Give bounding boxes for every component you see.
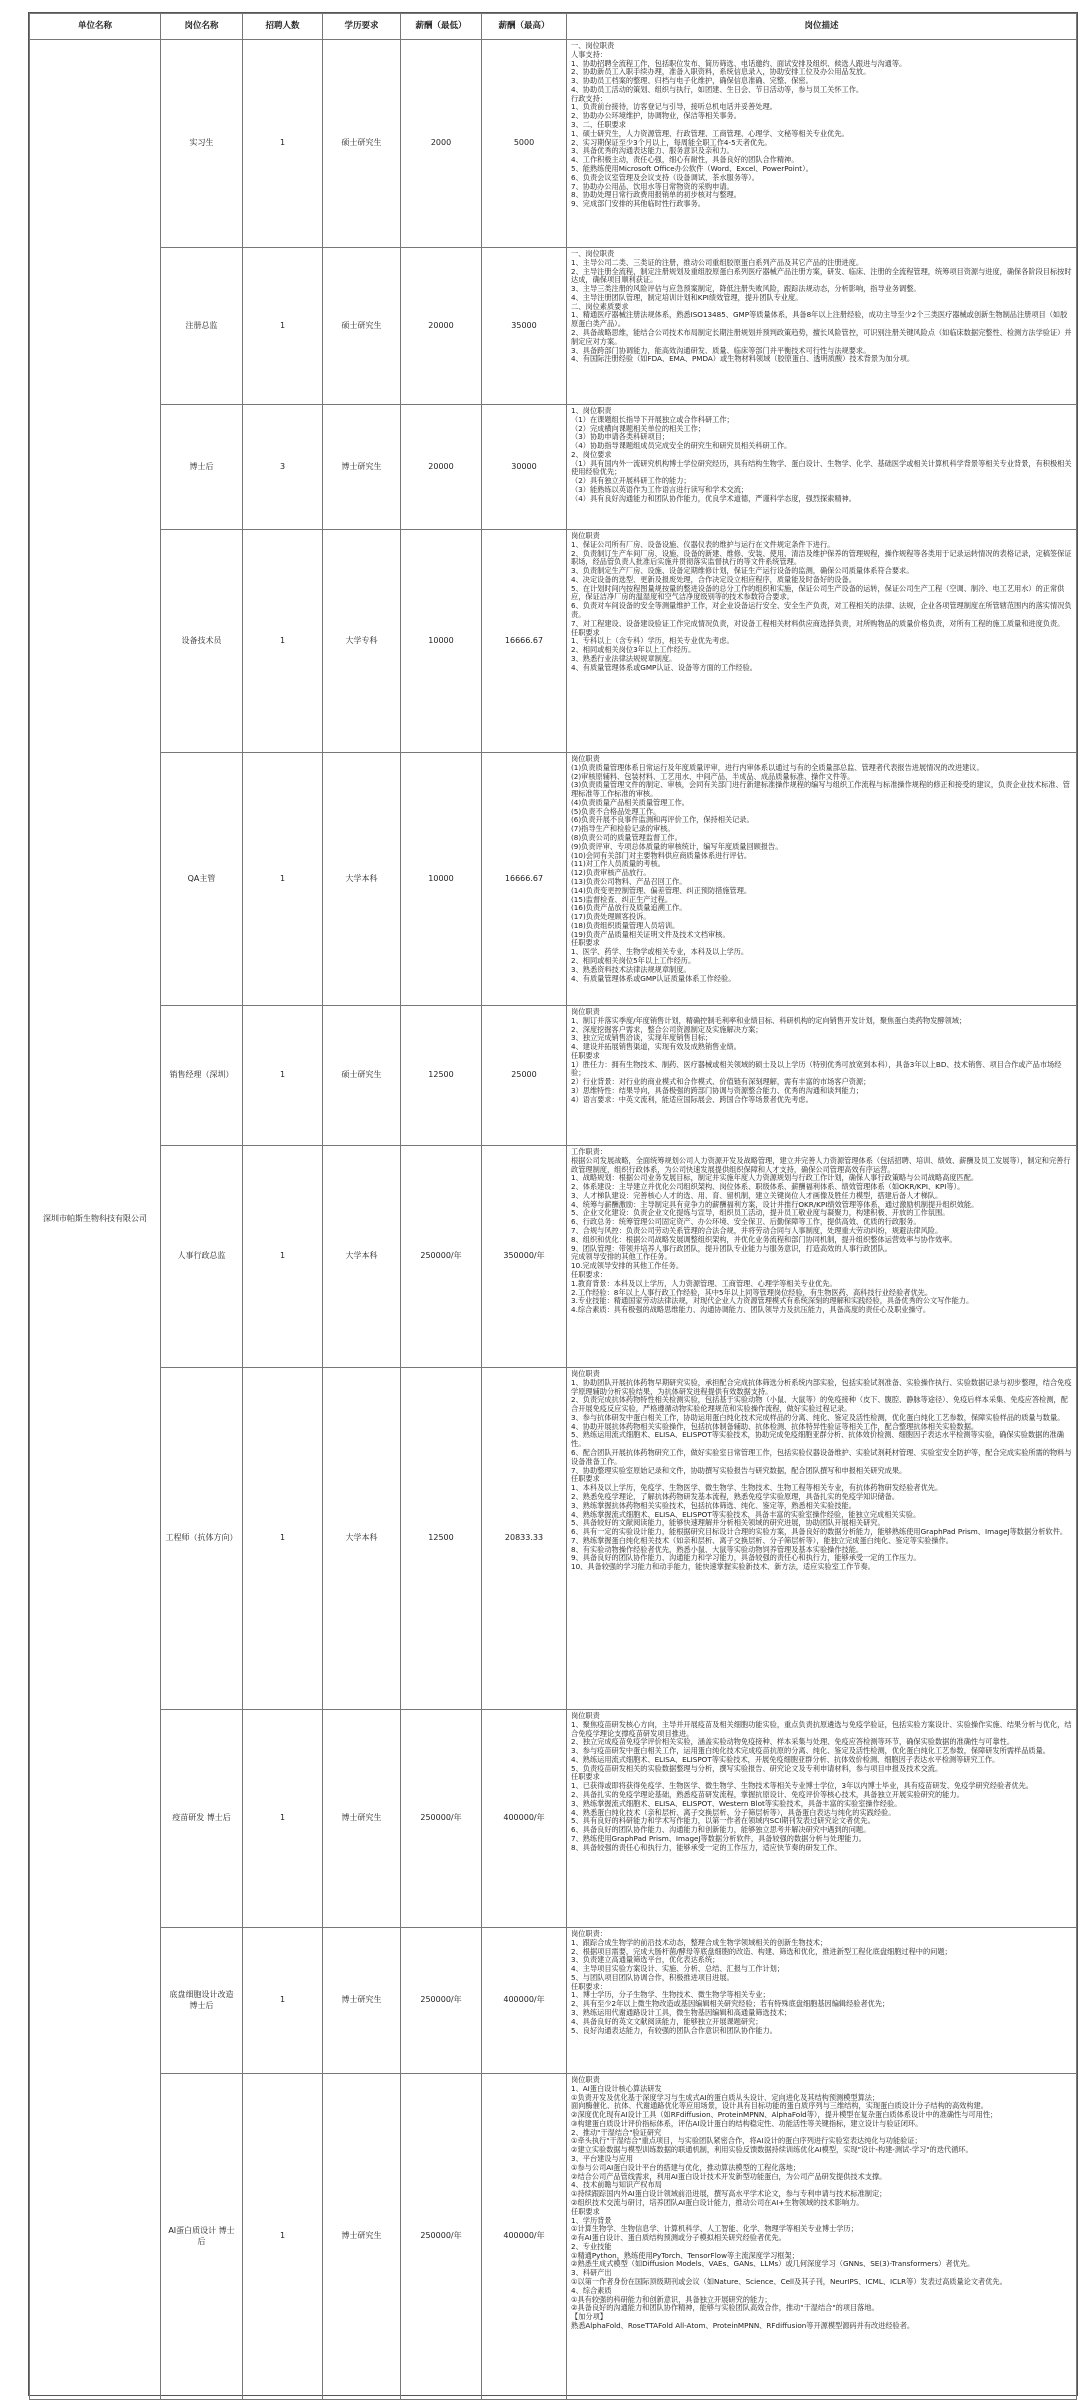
description-cell: 岗位职责 1、协助团队开展抗体药物早期研究实验，承担配合完成抗体筛选分析系统内部实验，包括实验试剂准备、实验操作执行、实验数据记录与初步整理，结合免疫学原理辅助分析实验结果，为抗体研发进程提供有效数据支持。 2、负责完成抗体药物特性相关检测实验，包括基于实验动物（小鼠、大鼠等）的免疫接种（皮下、腹腔、静脉等途径）、免疫后样本采集、免疫应答检测，配合开展免疫反应实验，严格遵循动物实验伦理规范和实验操作流程，做好实验过程记录。 3、参与抗体研发中蛋白相关工作，协助运用蛋白纯化技术完成样品的分离、纯化、鉴定及活性检测，优化蛋白纯化工艺参数，保障实验样品的质量与数量。 4、协助开展抗体药物相关实验操作，包括抗体制备辅助、抗体检测、抗体特异性验证等相关工作，配合整理抗体相关实验数据。 5、熟练运用流式细胞术、ELISA、ELISPOT等实验技术，协助完成免疫细胞亚群分析、抗体效价检测、细胞因子表达水平检测等实验，确保实验数据的准确性。 6、配合团队开展抗体药物研究工作，做好实验室日常管理工作，包括实验仪器设备维护、实验试剂耗材管理、实验室安全防护等，配合完成实验所需的物料与设备准备工作。 7、协助整理实验室原始记录和文件，协助撰写实验报告与研究数据，配合团队撰写和申报相关研究成果。 任职要求 1、本科及以上学历，免疫学、生物医学、微生物学、生物技术、生物工程等相关专业，有抗体药物研发经验者优先。 2、熟悉免疫学理论，了解抗体药物研发基本流程，熟悉免疫学实验原理，具备扎实的免疫学知识储备。 3、熟练掌握抗体药物相关实验技术，包括抗体筛选、纯化、鉴定等，熟悉相关实验技能。 4、熟练掌握流式细胞术、ELISA、ELISPOT等实验技术，具备丰富的实验室操作经验，能独立完成相关实验。 5、具备较好的文献阅读能力，能够快速理解并分析相关领域的研究进展，协助团队开展相关研究。 6、具有一定的实验设计能力，能根据研究目标设计合理的实验方案，具备良好的数据分析能力，能够熟练使用GraphPad Prism、ImageJ等数据分析软件。 7、熟练掌握蛋白纯化相关技术（如亲和层析、离子交换层析、分子筛层析等），能独立完成蛋白纯化、鉴定等实验操作。 8、有实验动物操作经验者优先，熟悉小鼠、大鼠等实验动物饲养管理及基本实验操作技能。 9、具备良好的团队协作能力、沟通能力和学习能力，具备较强的责任心和执行力，能够承受一定的工作压力。 10、具备较强的学习能力和动手能力，能快速掌握实验新技术、新方法，适应实验室工作节奏。 bbox=[567, 1368, 1077, 1710]
table-row bbox=[30, 2074, 1077, 2400]
education-cell: 博士研究生 bbox=[323, 1710, 401, 1928]
description-cell: 一、岗位职责 1、主导公司二类、三类证的注册，推动公司重组胶原蛋白系列产品及其它产品的注册进度。 2、主导注册全流程，制定注册规划及重组胶原蛋白系列医疗器械产品注册方案，研发、临床、注册的全流程管理，统筹项目资源与进度，确保各阶段目标按时达成，确保项目顺利获证。 3、主导三类注册的风险评估与应急预案制定，降低注册失败风险，跟踪法规动态，分析影响，指导业务调整。 4、主导注册团队管理，制定培训计划和KPI绩效管理，提升团队专业度。 二、岗位素质要求 1、精通医疗器械注册法规体系，熟悉ISO13485、GMP等质量体系，具备8年以上注册经验，成功主导至少2个三类医疗器械或创新生物制品注册项目（如胶原蛋白类产品）。 2、具备战略思维，能结合公司技术布局制定长期注册规划并预判政策趋势，擅长风险管控，可识别注册关键风险点（如临床数据完整性、检测方法学验证）并制定应对方案。 3、具备跨部门协调能力，能高效沟通研发、质量、临床等部门并平衡技术可行性与法规要求。 4、有国际注册经验（如FDA、EMA、PMDA）或生物材料领域（胶原蛋白、透明质酸）技术背景为加分项。 bbox=[567, 248, 1077, 405]
header-salary-min: 薪酬（最低） bbox=[401, 14, 482, 40]
description-cell: 岗位职责： 1、跟踪合成生物学的前沿技术动态，整理合成生物学领域相关的创新生物技术； 2、根据项目需要，完成大肠杆菌/酵母等底盘细胞的改造、构建、筛选和优化，推进新型工程化底盘细胞过程中的问题； 3、负责建立高通量筛选平台，优化表达系统； 4、主导项目实验方案设计、实施、分析、总结、汇报与工作计划； 5、与团队项目团队协调合作，积极推进项目进展。 任职要求： 1、博士学历，分子生物学、生物技术、微生物学等相关专业； 2、具有至少2年以上微生物改造或基因编辑相关研究经验；若有特殊底盘细胞基因编辑经验者优先； 3、熟练运用代谢通路设计工具，微生物基因编辑和高通量筛选技术； 4、具备良好的英文文献阅读能力，能够独立开展课题研究； 5、良好沟通表达能力，有较强的团队合作意识和团队协作能力。 bbox=[567, 1928, 1077, 2074]
header-education: 学历要求 bbox=[323, 14, 401, 40]
salary-max-cell: 25000 bbox=[482, 1006, 567, 1146]
salary-min-cell: 250000/年 bbox=[401, 2074, 482, 2400]
position-cell: 底盘细胞设计改造 博士后 bbox=[161, 1928, 243, 2074]
description-cell: 岗位职责 1、制订并落实季度/年度销售计划，精确控制毛利率和业绩目标、科研机构的定向销售开发计划，聚焦蛋白类药物发酵领域； 2、深度挖掘客户需求，整合公司资源制定及实施解决方案； 3、独立完成销售洽谈，实现年度销售目标； 4、建设并拓展销售渠道，实现有效及成熟销售业绩。 任职要求 1）胜任力：拥有生物技术、制药、医疗器械或相关领域的硕士及以上学历（特别优秀可放宽到本科），具备3年以上BD、技术销售、项目合作或产品市场经验； 2）行业背景：对行业的商业模式和合作模式、价值链有深刻理解，需有丰富的市场客户资源； 3）思维特性：结果导向，具备极强的跨部门协调与资源整合能力、优秀的沟通和谈判能力； 4）语言要求：中英文流利，能适应国际展会、跨国合作等场景者优先考虑。 bbox=[567, 1006, 1077, 1146]
headcount-cell: 1 bbox=[243, 248, 323, 405]
header-description: 岗位描述 bbox=[567, 14, 1077, 40]
headcount-cell: 1 bbox=[243, 2074, 323, 2400]
education-cell: 博士研究生 bbox=[323, 1928, 401, 2074]
salary-max-cell: 20833.33 bbox=[482, 1368, 567, 1710]
table-row bbox=[30, 1368, 1077, 1710]
salary-max-cell: 16666.67 bbox=[482, 753, 567, 1006]
position-cell: 实习生 bbox=[161, 40, 243, 248]
education-cell: 硕士研究生 bbox=[323, 40, 401, 248]
position-cell: QA主管 bbox=[161, 753, 243, 1006]
table-row bbox=[30, 248, 1077, 405]
salary-max-cell: 400000/年 bbox=[482, 1710, 567, 1928]
salary-min-cell: 250000/年 bbox=[401, 1710, 482, 1928]
education-cell: 博士研究生 bbox=[323, 2074, 401, 2400]
salary-max-cell: 350000/年 bbox=[482, 1146, 567, 1368]
salary-max-cell: 400000/年 bbox=[482, 2074, 567, 2400]
headcount-cell: 3 bbox=[243, 405, 323, 530]
salary-min-cell: 12500 bbox=[401, 1006, 482, 1146]
salary-max-cell: 5000 bbox=[482, 40, 567, 248]
salary-max-cell: 30000 bbox=[482, 405, 567, 530]
description-cell: 一、岗位职责 人事支持： 1、协助招聘全流程工作，包括职位发布、简历筛选、电话邀约、面试安排及组织、候选人跟进与沟通等。 2、协助新员工入职手续办理，准备入职资料，系统信息录入，协助安排工位及办公用品发放。 3、协助员工档案的整理、归档与电子化维护，确保信息准确、完整、保密。 4、协助员工活动的策划、组织与执行，如团建、生日会、节日活动等，参与员工关怀工作。 行政支持： 1、负责前台接待，访客登记与引导，接听总机电话并妥善处理。 2、协助办公环境维护，协调物业，保洁等相关事务。 3、二、任职要求 1、硕士研究生，人力资源管理、行政管理、工商管理、心理学、文秘等相关专业优先。 2、实习期保证至少3个月以上，每周能全职工作4-5天者优先。 3、具备优秀的沟通表达能力、服务意识及亲和力。 4、工作积极主动，责任心强，细心有耐性，具备良好的团队合作精神。 5、能熟练使用Microsoft Office办公软件（Word、Excel、PowerPoint）。 6、负责会议室管理及会议支持（设备调试、茶水服务等）。 7、协助办公用品、饮用水等日常物资的采购申请。 8、协助处理日常行政费用报销单的初步核对与整理。 9、完成部门安排的其他临时性行政事务。 bbox=[567, 40, 1077, 248]
header-company: 单位名称 bbox=[30, 14, 161, 40]
salary-min-cell: 20000 bbox=[401, 248, 482, 405]
table-row bbox=[30, 1006, 1077, 1146]
position-cell: 人事行政总监 bbox=[161, 1146, 243, 1368]
position-cell: 疫苗研发 博士后 bbox=[161, 1710, 243, 1928]
salary-min-cell: 12500 bbox=[401, 1368, 482, 1710]
description-cell: 岗位职责 (1)负责质量管理体系日常运行及年度质量评审，进行内审体系以通过与有的全质量部总监、管理者代表报告进展情况的改进建议。 (2)审核原辅料、包装材料、工艺用水、中间产品、半成品、成品质量标准、操作文件等。 (3)负责质量管理文件的制定、审核，会同有关部门进行新建标准操作规程的编写与组织工作流程与标准操作规程的修正和接受的建议，负责企业技术标准、管理标准等工作标准的审核。 (4)负责质量产品相关质量管理工作。 (5)负责不合格品处理工作。 (6)负责开展不良事件监测和再评价工作，保持相关记录。 (7)指导生产和检验记录的审核。 (8)负责公司的质量管理监督工作。 (9)负责评审、专项总体质量的审核统计，编写年度质量回顾报告。 (10)会同有关部门对主要物料供应商质量体系进行评估。 (11)对工作人员质量的考核。 (12)负责审核产品放行。 (13)负责公司物料、产品召回工作。 (14)负责变更控制管理、偏差管理、纠正预防措施管理。 (15)监督检查、纠正生产过程。 (16)负责产品放行及质量追溯工作。 (17)负责处理顾客投诉。 (18)负责组织质量管理人员培训。 (19)负责产品质量相关证明文件及技术文档审核。 任职要求 1、医学、药学、生物学或相关专业，本科及以上学历。 2、相同或相关岗位5年以上工作经历。 3、熟悉资料技术法律法规规章制度。 4、有质量管理体系或GMP认证质量体系工作经验。 bbox=[567, 753, 1077, 1006]
job-table-sheet bbox=[28, 12, 1078, 2396]
education-cell: 大学本科 bbox=[323, 753, 401, 1006]
job-listing-table bbox=[29, 13, 1077, 2400]
headcount-cell: 1 bbox=[243, 1146, 323, 1368]
table-row bbox=[30, 1710, 1077, 1928]
header-salary-max: 薪酬（最高） bbox=[482, 14, 567, 40]
education-cell: 博士研究生 bbox=[323, 405, 401, 530]
table-row bbox=[30, 753, 1077, 1006]
salary-min-cell: 20000 bbox=[401, 405, 482, 530]
table-row bbox=[30, 40, 1077, 248]
position-cell: 工程师（抗体方向） bbox=[161, 1368, 243, 1710]
description-cell: 1、岗位职责 （1）在课题组长指导下开展独立或合作科研工作； （2）完成横向课题相关单位的相关工作； （3）协助申请各类科研项目； （4）协助指导课题组成员完成安全的研究生和研究员相关科研工作。 2、岗位要求 （1）具有国内外一流研究机构博士学位研究经历，具有结构生物学、蛋白设计、生物学、化学、基础医学或相关计算机科学背景等相关专业背景，有积极相关使用经验优先； （2）具有独立开展科研工作的能力； （3）能熟练以英语作为工作语言进行读写和学术交流； （4）具有良好沟通能力和团队协作能力，优良学术道德，严谨科学态度，强烈探索精神。 bbox=[567, 405, 1077, 530]
position-cell: AI蛋白质设计 博士后 bbox=[161, 2074, 243, 2400]
headcount-cell: 1 bbox=[243, 530, 323, 753]
education-cell: 大学本科 bbox=[323, 1368, 401, 1710]
salary-min-cell: 250000/年 bbox=[401, 1146, 482, 1368]
position-cell: 设备技术员 bbox=[161, 530, 243, 753]
salary-min-cell: 250000/年 bbox=[401, 1928, 482, 2074]
position-cell: 注册总监 bbox=[161, 248, 243, 405]
description-cell: 岗位职责 1、聚焦疫苗研发核心方向，主导并开展疫苗及相关细胞功能实验，重点负责抗原遴选与免疫学验证，包括实验方案设计、实验操作实施、结果分析与优化，结合免疫学理论支撑疫苗研发项目推进。 2、独立完成疫苗免疫学评价相关实验，涵盖实验动物免疫接种、样本采集与处理、免疫应答检测等环节，确保实验数据的准确性与可靠性。 3、参与疫苗研发中蛋白相关工作，运用蛋白纯化技术完成疫苗抗原的分离、纯化、鉴定及活性检测，优化蛋白纯化工艺参数，保障研发所需样品质量。 4、熟练运用流式细胞术、ELISA、ELISPOT等实验技术，开展免疫细胞亚群分析、抗体效价检测、细胞因子表达水平检测等研究工作。 5、负责疫苗研发相关的实验数据整理与分析，撰写实验报告、研究论文及专利申请材料，参与项目申报及技术交流。 任职要求 1、已获得或即将获得免疫学、生物医学、微生物学、生物技术等相关专业博士学位，3年以内博士毕业，具有疫苗研发、免疫学研究经验者优先。 2、具备扎实的免疫学理论基础，熟悉疫苗研发流程，掌握抗原设计、免疫评价等核心技术，具备独立开展实验研究的能力。 3、熟练掌握流式细胞术、ELISA、ELISPOT、Western Blot等实验技术，具备丰富的实验室操作经验。 4、熟悉蛋白纯化技术（亲和层析、离子交换层析、分子筛层析等），具备蛋白表达与纯化的实践经验。 5、具有良好的科研能力和学术写作能力，以第一作者在领域内SCI期刊发表过研究论文者优先。 6、具备良好的团队协作能力、沟通能力和创新能力，能够独立思考并解决研究中遇到的问题。 7、熟练使用GraphPad Prism、ImageJ等数据分析软件，具备较强的数据分析与处理能力。 8、具备较强的责任心和执行力，能够承受一定的工作压力，适应快节奏的研发工作。 bbox=[567, 1710, 1077, 1928]
education-cell: 大学本科 bbox=[323, 1146, 401, 1368]
table-row bbox=[30, 530, 1077, 753]
description-cell: 岗位职责 1、保证公司所有厂房、设备设施、仪器仪表的维护与运行在文件规定条件下进行。 2、负责制订生产车间厂房、设施、设备的新建、维修、安装、使用、清洁及维护保养的管理规程，操作规程等各类用于记录运转情况的表格记录，定稿签保证职场，经品管负责人批准后实施并贯彻落实监督执行的等文件系统管理。 3、负责制定生产厂房、设施、设备定期维修计划，保证生产运行设备的监测，确保公司质量体系符合要求。 4、决定设备的选型、更新及报废处理，合作决定设立相应程序，质量能及时备好的设备。 5、在计划时间内按程图量规按量的整进设备的总分工作的组织和实施，保证公司生产设备的运转，保证公司生产工程（空调、制冷、电工艺用水）的正常供应，保证洁净厂房的温湿度和空气洁净度级别等的技术参数符合要求。 6、负责对车间设备的安全等测量维护工作，对企业设备运行安全、安全生产负责，对工程相关的法律、法规，企业各项管理制度在所管辖范围内的落实情况负责。 7、对工程建设、设备建设验证工作完成情况负责，对设备工程相关材料供应商选择负责，对所购物品的质量价格负责，对所有工程的施工质量和进度负责。 任职要求 1、专科以上（含专科）学历，相关专业优先考虑。 2、相同或相关岗位3年以上工作经历。 3、熟悉行业法律法规规章制度。 4、有质量管理体系或GMP认证、设备等方面的工作经验。 bbox=[567, 530, 1077, 753]
salary-min-cell: 2000 bbox=[401, 40, 482, 248]
table-row bbox=[30, 1928, 1077, 2074]
table-header-row bbox=[30, 14, 1077, 40]
salary-max-cell: 16666.67 bbox=[482, 530, 567, 753]
position-cell: 销售经理（深圳） bbox=[161, 1006, 243, 1146]
header-headcount: 招聘人数 bbox=[243, 14, 323, 40]
salary-max-cell: 400000/年 bbox=[482, 1928, 567, 2074]
salary-min-cell: 10000 bbox=[401, 753, 482, 1006]
headcount-cell: 1 bbox=[243, 1928, 323, 2074]
education-cell: 大学专科 bbox=[323, 530, 401, 753]
header-position: 岗位名称 bbox=[161, 14, 243, 40]
salary-max-cell: 35000 bbox=[482, 248, 567, 405]
headcount-cell: 1 bbox=[243, 40, 323, 248]
description-cell: 工作职责： 根据公司发展战略，全面统筹规划公司人力资源开发及战略管理，建立并完善人力资源管理体系（包括招聘、培训、绩效、薪酬及员工发展等），制定和完善行政管理制度，组织行政体系，为公司快速发展提供组织保障和人才支持，确保公司管理高效有序运营。 1、战略规划：根据公司业务发展目标，制定并实施年度人力资源规划与行政工作计划，确保人事行政策略与公司战略高度匹配。 2、体系建设：主导建立并优化公司组织架构、岗位体系、职级体系、薪酬福利体系、绩效管理体系（如OKR/KPI、KPI等）。 3、人才梯队建设：完善核心人才的选、用、育、留机制，建立关键岗位人才画像及胜任力模型，搭建后备人才梯队。 4、统筹与薪酬激励：主导制定具有竞争力的薪酬福利方案，设计并推行OKR/KPI绩效管理等体系，通过激励机制提升组织效能。 5、企业文化建设：负责企业文化提炼与宣导，组织员工活动，提升员工敬业度与凝聚力，构建积极、开放的工作氛围。 6、行政总务：统筹管理公司固定资产、办公环境、安全保卫、后勤保障等工作，提供高效、优质的行政服务。 7、合规与风控：负责公司劳动关系管理的合法合规，并将劳动合同与人事制度，处理重大劳动纠纷，规避法律风险。 8、组织和优化：根据公司战略发展调整组织架构，并优化业务流程和部门协同机制，提升组织整体运营效率与协作效率。 9、团队管理：带领并培养人事行政团队，提升团队专业能力与服务意识，打造高效的人事行政团队。 完成领导安排的其他工作任务。 10.完成领导安排的其他工作任务。 任职要求： 1.教育背景：本科及以上学历，人力资源管理、工商管理、心理学等相关专业优先。 2.工作经验：8年以上人事行政工作经验，其中5年以上同等管理岗位经验，有生物医药、高科技行业经验者优先。 3.专业技能：精通国家劳动法律法规，对现代企业人力资源管理模式有系统深刻的理解和实践经验，具备优秀的公文写作能力。 4.综合素质：具有极强的战略思维能力、沟通协调能力、团队领导力及抗压能力，具备高度的责任心及职业操守。 bbox=[567, 1146, 1077, 1368]
headcount-cell: 1 bbox=[243, 753, 323, 1006]
headcount-cell: 1 bbox=[243, 1710, 323, 1928]
company-name-cell: 深圳市帕斯生物科技有限公司 bbox=[30, 40, 161, 2400]
headcount-cell: 1 bbox=[243, 1006, 323, 1146]
salary-min-cell: 10000 bbox=[401, 530, 482, 753]
education-cell: 硕士研究生 bbox=[323, 248, 401, 405]
education-cell: 硕士研究生 bbox=[323, 1006, 401, 1146]
headcount-cell: 1 bbox=[243, 1368, 323, 1710]
position-cell: 博士后 bbox=[161, 405, 243, 530]
table-row bbox=[30, 1146, 1077, 1368]
description-cell: 岗位职责 1、AI蛋白设计核心算法研发 ①负责开发及优化基于深度学习与生成式AI的蛋白质从头设计、定向进化及其结构预测模型算法； 面向酶催化、抗体、代谢通路优化等应用场景，设计具有目标功能的蛋白质序列与三维结构，实现蛋白质设计分子结构的高效构建。 ②深度优化现有AI设计工具（如RFdiffusion、ProteinMPNN、AlphaFold等），提升模型在复杂蛋白质体系设计中的准确性与可用性； ③构建蛋白质设计评价指标体系，评估AI设计蛋白的结构稳定性、功能活性等关键指标，建立设计与验证闭环。 2、推动"干湿结合"验证研究 ①牵头执行"干湿结合"重点项目，与实验团队紧密合作，将AI设计的蛋白序列进行实验室表达纯化与功能验证； ②建立实验数据与模型训练数据的联通机制，利用实验反馈数据持续训练优化AI模型，实现"设计-构建-测试-学习"的迭代循环。 3、平台建设与应用 ①参与公司AI蛋白设计平台的搭建与优化，推动算法模型的工程化落地； ②结合公司产品管线需求，利用AI蛋白设计技术开发新型功能蛋白，为公司产品研发提供技术支撑。 4、技术前瞻与知识产权布局 ①持续跟踪国内外AI蛋白设计领域前沿进展，撰写高水平学术论文，参与专利申请与技术标准制定； ②组织技术交流与研讨，培养团队AI蛋白设计能力，推动公司在AI+生物领域的技术影响力。 任职要求 1、学历背景 ①计算生物学、生物信息学、计算机科学、人工智能、化学、物理学等相关专业博士学历； ②有AI蛋白设计、蛋白质结构预测或分子模拟相关研究经验者优先。 2、专业技能 ①精通Python，熟练使用PyTorch、TensorFlow等主流深度学习框架； ②熟悉生成式模型（如Diffusion Models、VAEs、GANs、LLMs）或几何深度学习（GNNs、SE(3)-Transformers）者优先。 3、科研产出 ①以第一作者身份在国际顶级期刊或会议（如Nature、Science、Cell及其子刊，NeurIPS、ICML、ICLR等）发表过高质量论文者优先。 4、综合素质 ①具有较强的科研能力和创新意识，具备独立开展研究的能力； ②具备良好的沟通能力和团队协作精神，能够与实验团队高效合作，推动"干湿结合"的项目落地。 【加分项】 熟悉AlphaFold、RoseTTAFold All-Atom、ProteinMPNN、RFdiffusion等开源模型源码并有改进经验者。 bbox=[567, 2074, 1077, 2400]
table-row bbox=[30, 405, 1077, 530]
